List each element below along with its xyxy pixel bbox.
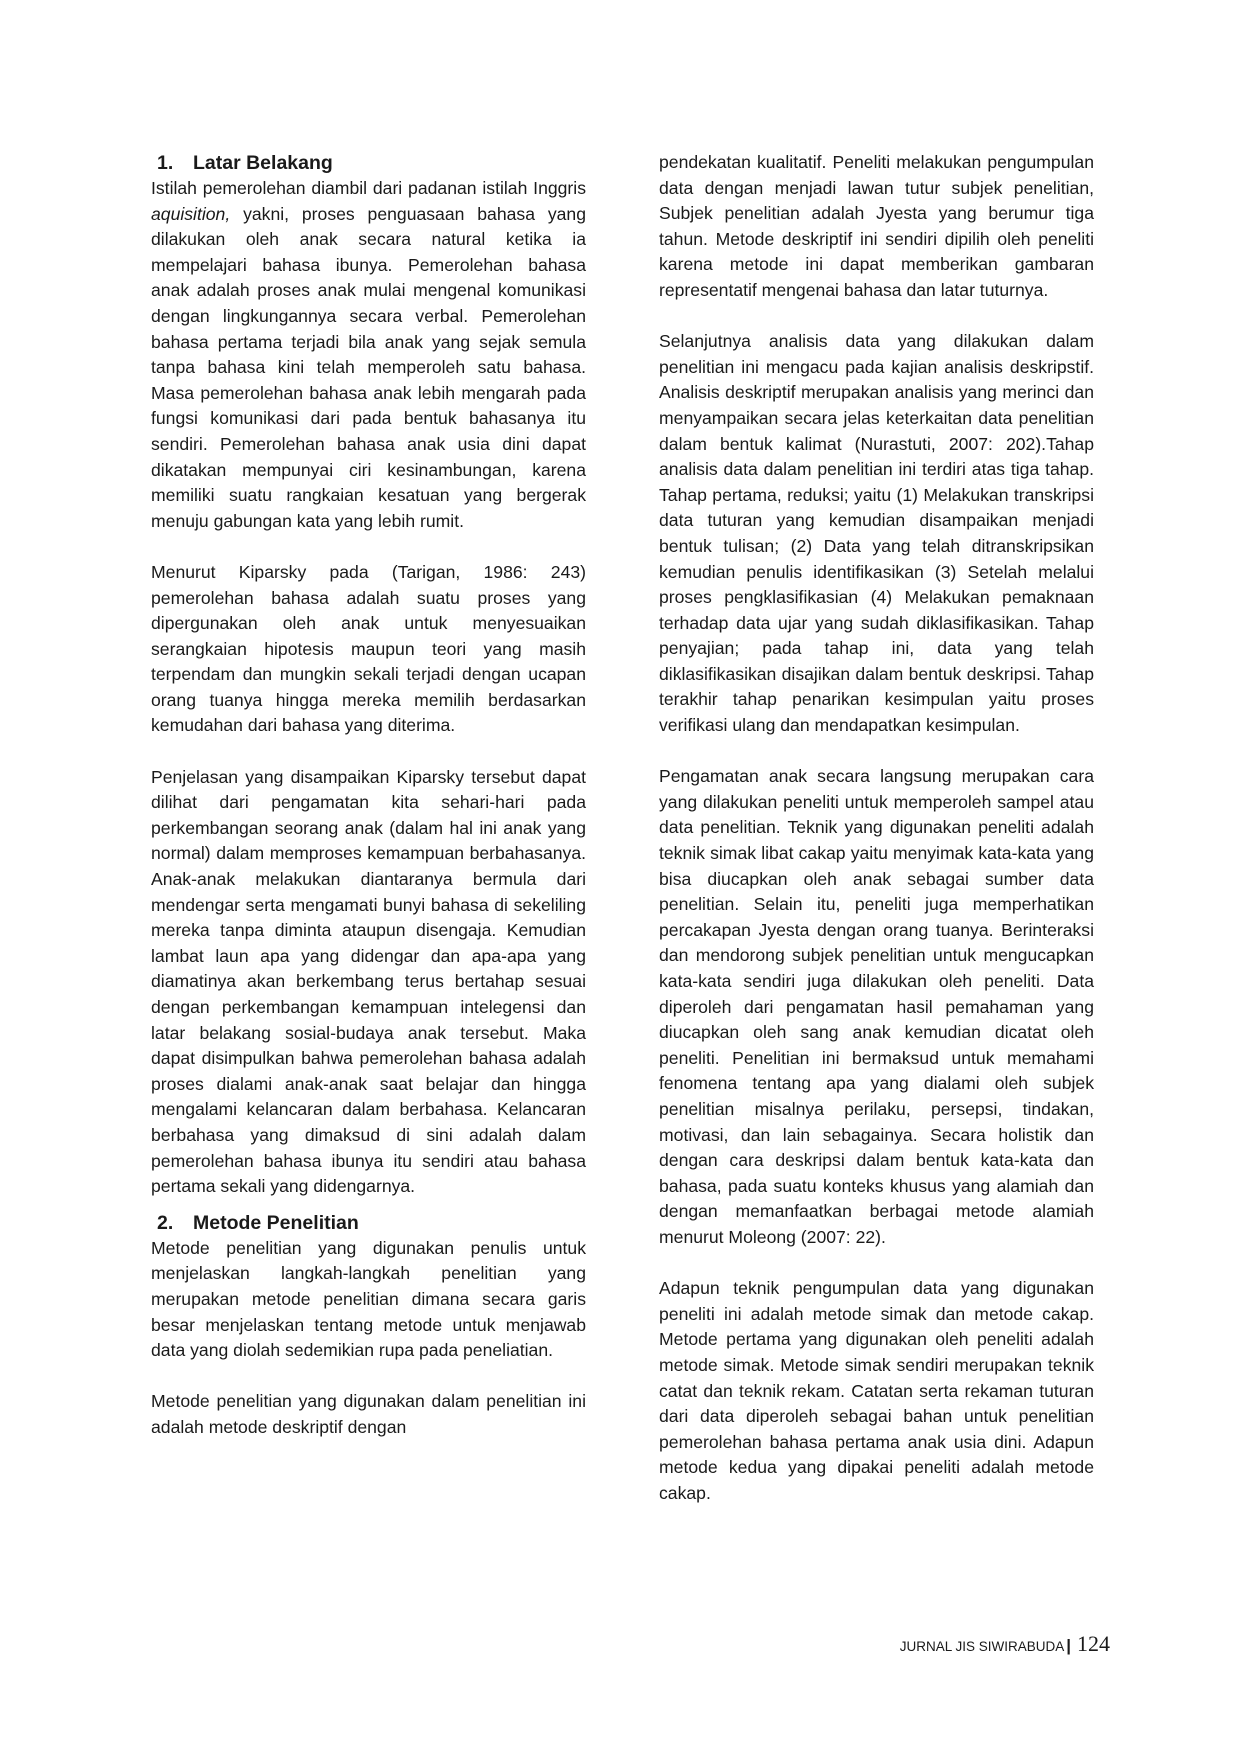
- section-heading-metode-penelitian: [157, 1210, 586, 1236]
- paragraph-latar-belakang-1: [151, 176, 586, 534]
- italic-term: aquisition,: [151, 203, 231, 224]
- paragraph-metode-3: Selanjutnya analisis data yang dilakukan dalam penelitian ini mengacu pada kajian analisis deskripstif. Analisis deskriptif merupakan analisis yang merinci dan menyampaikan secara jelas keterkaitan data penelitian dalam bentuk kalimat (Nurastuti, 2007: 202).Tahap analisis data dalam penelitian ini terdiri atas tiga tahap. Tahap pertama, reduksi; yaitu (1) Melakukan transkripsi data tuturan yang kemudian disampaikan menjadi bentuk tulisan; (2) Data yang telah ditranskripsikan kemudian penulis identifikasikan (3) Setelah melalui proses pengklasifikasian (4) Melakukan pemaknaan terhadap data ujar yang sudah diklasifikasikan. Tahap penyajian; pada tahap ini, data yang telah diklasifikasikan disajikan dalam bentuk deskripsi. Tahap terakhir tahap penarikan kesimpulan yaitu proses verifikasi ulang dan mendapatkan kesimpulan.: [659, 331, 1094, 736]
- page-number: 124: [1077, 1631, 1110, 1656]
- paragraph-text: yakni, proses penguasaan bahasa yang dilakukan oleh anak secara natural ketika ia mempelajari bahasa ibunya. Pemerolehan bahasa anak adalah proses anak mulai mengenal komunikasi dengan lingkungannya secara verbal. Pemerolehan bahasa pertama terjadi bila anak yang sejak semula tanpa bahasa kini telah memperoleh satu bahasa. Masa pemerolehan bahasa anak lebih mengarah pada fungsi komunikasi dari pada bentuk bahasanya itu sendiri. Pemerolehan bahasa anak usia dini dapat dikatakan mempunyai ciri kesinambungan, karena memiliki suatu rangkaian kesatuan yang bergerak menuju gabungan kata yang lebih rumit.: [151, 203, 586, 531]
- paragraph-metode-4: Pengamatan anak secara langsung merupakan cara yang dilakukan peneliti untuk memperoleh sampel atau data penelitian. Teknik yang digunakan peneliti adalah teknik simak libat cakap yaitu menyimak kata-kata yang bisa diucapkan oleh anak sebagai sumber data penelitian. Selain itu, peneliti juga memperhatikan percakapan Jyesta dengan orang tuanya. Berinteraksi dan mendorong subjek penelitian untuk mengucapkan kata-kata sendiri juga dilakukan oleh peneliti. Data diperoleh dari pengamatan hasil pemahaman yang diucapkan oleh sang anak kemudian dicatat oleh peneliti. Penelitian ini bermaksud untuk memahami fenomena tentang apa yang dialami oleh subjek penelitian misalnya perilaku, persepsi, tindakan, motivasi, dan lain sebagainya. Secara holistik dan dengan cara deskripsi dalam bentuk kata-kata dan bahasa, pada suatu konteks khusus yang alamiah dan dengan memanfaatkan berbagai metode alamiah menurut Moleong (2007: 22).: [659, 766, 1094, 1247]
- section-number: 1.: [157, 152, 174, 174]
- paragraph-metode-5: Adapun teknik pengumpulan data yang digunakan peneliti ini adalah metode simak dan metode cakap. Metode pertama yang digunakan oleh peneliti adalah metode simak. Metode simak sendiri merupakan teknik catat dan teknik rekam. Catatan serta rekaman tuturan dari data diperoleh sebagai bahan untuk penelitian pemerolehan bahasa pertama anak usia dini. Adapun metode kedua yang dipakai peneliti adalah metode cakap.: [659, 1278, 1094, 1503]
- left-column: [151, 150, 586, 1441]
- paragraph-latar-belakang-3: Penjelasan yang disampaikan Kiparsky tersebut dapat dilihat dari pengamatan kita sehari-hari pada perkembangan seorang anak (dalam hal ini anak yang normal) dalam memproses kemampuan berbahasanya. Anak-anak melakukan diantaranya bermula dari mendengar serta mengamati bunyi bahasa di sekeliling mereka tanpa diminta ataupun disengaja. Kemudian lambat laun apa yang didengar dan apa-apa yang diamatinya akan berkembang terus bertahap sesuai dengan perkembangan kemampuan intelegensi dan latar belakang sosial-budaya anak tersebut. Maka dapat disimpulkan bahwa pemerolehan bahasa adalah proses dialami anak-anak saat belajar dan hingga mengalami kelancaran dalam berbahasa. Kelancaran berbahasa yang dimaksud di sini adalah dalam pemerolehan bahasa ibunya itu sendiri atau bahasa pertama sekali yang didengarnya.: [151, 766, 586, 1197]
- footer-separator: |: [1066, 1636, 1071, 1655]
- page-footer: [900, 1631, 1110, 1657]
- right-column: [659, 150, 1094, 1506]
- paragraph-metode-2-continued: pendekatan kualitatif. Peneliti melakukan pengumpulan data dengan menjadi lawan tutur subjek penelitian, Subjek penelitian adalah Jyesta yang berumur tiga tahun. Metode deskriptif ini sendiri dipilih oleh peneliti karena metode ini dapat memberikan gambaran representatif mengenai bahasa dan latar tuturnya.: [659, 152, 1094, 300]
- section-heading-latar-belakang: [157, 150, 586, 176]
- journal-name: JURNAL JIS SIWIRABUDA: [899, 1639, 1065, 1654]
- section-title: Metode Penelitian: [193, 1211, 359, 1234]
- paragraph-metode-1: Metode penelitian yang digunakan penulis untuk menjelaskan langkah-langkah penelitian yang merupakan metode penelitian dimana secara garis besar menjelaskan tentang metode untuk menjawab data yang diolah sedemikian rupa pada peneliatian.: [151, 1237, 586, 1361]
- paragraph-latar-belakang-2: Menurut Kiparsky pada (Tarigan, 1986: 243) pemerolehan bahasa adalah suatu proses yang dipergunakan oleh anak untuk menyesuaikan serangkaian hipotesis maupun teori yang masih terpendam dan mungkin sekali terjadi dengan ucapan orang tuanya hingga mereka memilih berdasarkan kemudahan dari bahasa yang diterima.: [151, 561, 586, 736]
- section-number: 2.: [157, 1211, 174, 1234]
- paragraph-text: Istilah pemerolehan diambil dari padanan istilah Inggris: [151, 178, 586, 198]
- section-title: Latar Belakang: [193, 152, 333, 174]
- paragraph-metode-2-start: Metode penelitian yang digunakan dalam penelitian ini adalah metode deskriptif dengan: [151, 1391, 586, 1437]
